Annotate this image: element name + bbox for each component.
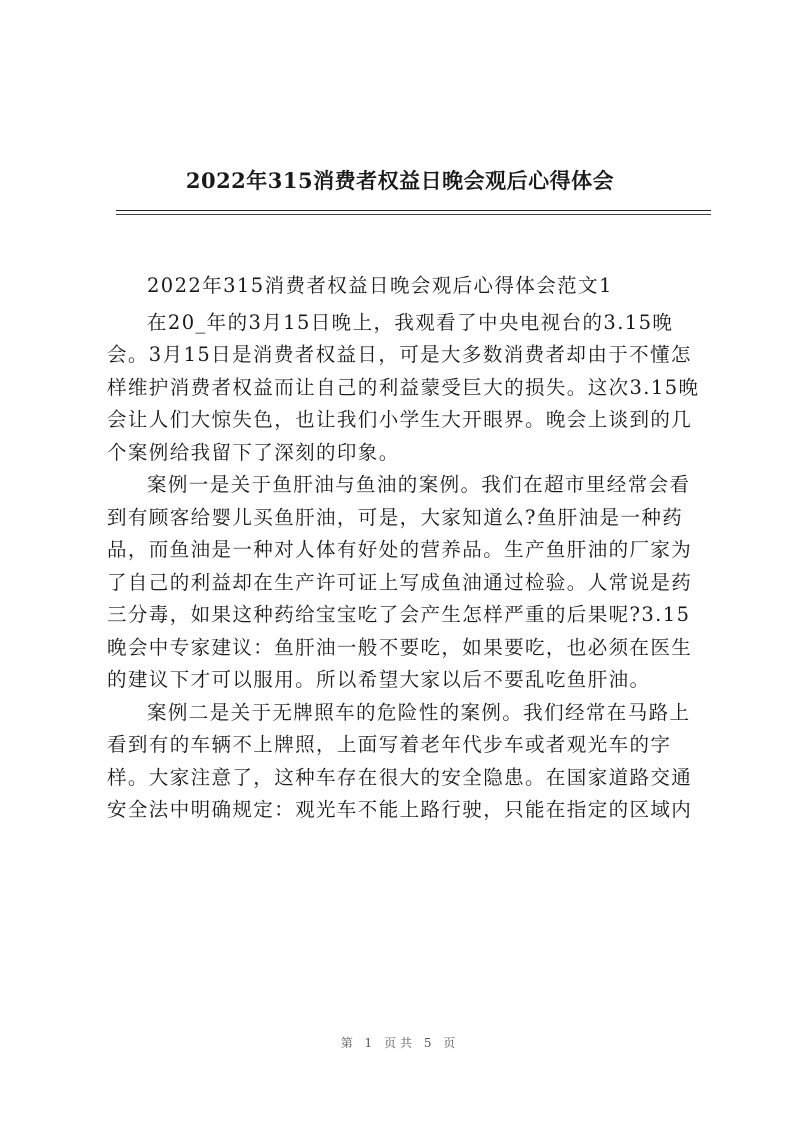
paragraph-intro: 在20_年的3月15日晚上，我观看了中央电视台的3.15晚会。3月15日是消费者权益日，可是大多数消费者却由于不懂怎样维护消费者权益而让自己的利益蒙受巨大的损失。这次3.15晚会让人们大惊失色，也让我们小学生大开眼界。晚会上谈到的几个案例给我留下了深刻的印象。 xyxy=(107,310,700,464)
paragraph-case-one: 案例一是关于鱼肝油与鱼油的案例。我们在超市里经常会看到有顾客给婴儿买鱼肝油，可是，大家知道么?鱼肝油是一种药品，而鱼油是一种对人体有好处的营养品。生产鱼肝油的厂家为了自己的利益却在生产许可证上写成鱼油通过检验。人常说是药三分毒，如果这种药给宝宝吃了会产生怎样严重的后果呢?3.15晚会中专家建议：鱼肝油一般不要吃，如果要吃，也必须在医生的建议下才可以服用。所以希望大家以后不要乱吃鱼肝油。 xyxy=(107,473,693,691)
document-body xyxy=(107,270,702,827)
paragraph-case-two: 案例二是关于无牌照车的危险性的案例。我们经常在马路上看到有的车辆不上牌照，上面写着老年代步车或者观光车的字样。大家注意了，这种车存在很大的安全隐患。在国家道路交通安全法中明确规定：观光车不能上路行驶，只能在指定的区域内 xyxy=(107,700,693,821)
document-title: 2022年315消费者权益日晚会观后心得体会 xyxy=(185,168,615,193)
title-divider-thin xyxy=(116,214,711,215)
title-divider xyxy=(116,210,711,211)
page-number-footer: 第 1 页共 5 页 xyxy=(340,1036,460,1050)
section-heading: 2022年315消费者权益日晚会观后心得体会范文1 xyxy=(147,274,613,297)
